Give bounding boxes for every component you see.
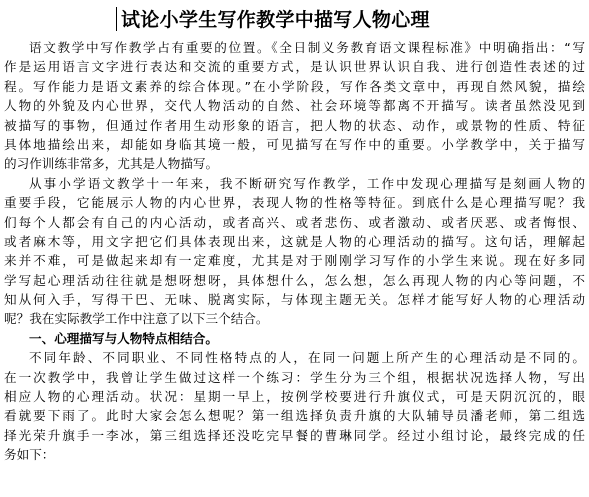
paragraph-line: 程。写作能力是语文素养的综合体现。”在小学阶段，写作各类文章中，再现自然风貌，描绘 [4,78,585,94]
paragraph-line: 语文教学中写作教学占有重要的位置。《全日制义务教育语文课程标准》中明确指出：“写 [29,40,585,55]
paragraph-line: 们每个人都会有自己的内心活动，或者高兴、或者悲伤、或者激动、或者厌恶、或者悔恨、 [4,214,585,230]
paragraph-line: 具体地描绘出来，却能如身临其境一般，可见描写在写作中的重要。小学教学中，关于描写 [4,136,585,152]
paragraph-line: 不同年龄、不同职业、不同性格特点的人，在同一问题上所产生的心理活动是不同的。 [29,350,585,366]
paragraph-line: 作是运用语言文字进行表达和交流的重要方式，是认识世界认识自我、进行创造性表述的过 [4,59,585,75]
title-row [0,4,589,34]
paragraph-line: 人物的外貌及内心世界，交代人物活动的自然、社会环境等都离不开描写。读者虽然没见到 [4,98,585,114]
paragraph-line: 的习作训练非常多，尤其是人物描写。 [4,156,219,172]
paragraph-line: 来并不难，可是做起来却有一定难度，尤其是对于刚刚学习写作的小学生来说。现在好多同 [4,253,585,269]
paragraph-line: 看就要下雨了。此时大家会怎么想呢？第一组选择负责升旗的大队辅导员潘老师，第二组选 [4,408,585,424]
paragraph-line: 务如下： [4,447,55,463]
section-heading: 一、心理描写与人物特点相结合。 [29,330,218,346]
paragraph-line: 学写起心理活动往往就是想呀想呀，具体想什么，怎么想，怎么再现人物的内心等问题，不 [4,272,585,288]
paragraph-line: 相应人物的心理活动。状况：星期一早上，按例学校要进行升旗仪式，可是天阴沉沉的，眼 [4,389,585,405]
paragraph-line: 在一次教学中，我曾让学生做过这样一个练习：学生分为三个组，根据状况选择人物，写出 [4,369,585,385]
document-body [4,38,585,465]
paragraph-line: 或者麻木等，用文字把它们具体表现出来，这就是人物的心理活动的描写。这句话，理解起 [4,233,585,249]
paragraph-line: 被描写的事物，但通过作者用生动形象的语言，把人物的状态、动作，或景物的性质、特征 [4,117,585,133]
paragraph-line: 从事小学语文教学十一年来，我不断研究写作教学，工作中发现心理描写是刻画人物的 [29,175,585,191]
paragraph-line: 呢？我在实际教学工作中注意了以下三个结合。 [4,311,269,327]
document-title[interactable]: 试论小学生写作教学中描写人物心理 [121,9,430,31]
paragraph-line: 择光荣升旗手一李冰，第三组选择还没吃完早餐的曹琳同学。经过小组讨论，最终完成的任 [4,427,585,443]
paragraph-line: 知从何入手，写得干巴、无味、脱离实际，与体现主题无关。怎样才能写好人物的心理活动 [4,292,585,308]
text-cursor [116,7,117,31]
paragraph-line: 重要手段，它能展示人物的内心世界，表现人物的性格等特征。到底什么是心理描写呢？我 [4,195,585,211]
